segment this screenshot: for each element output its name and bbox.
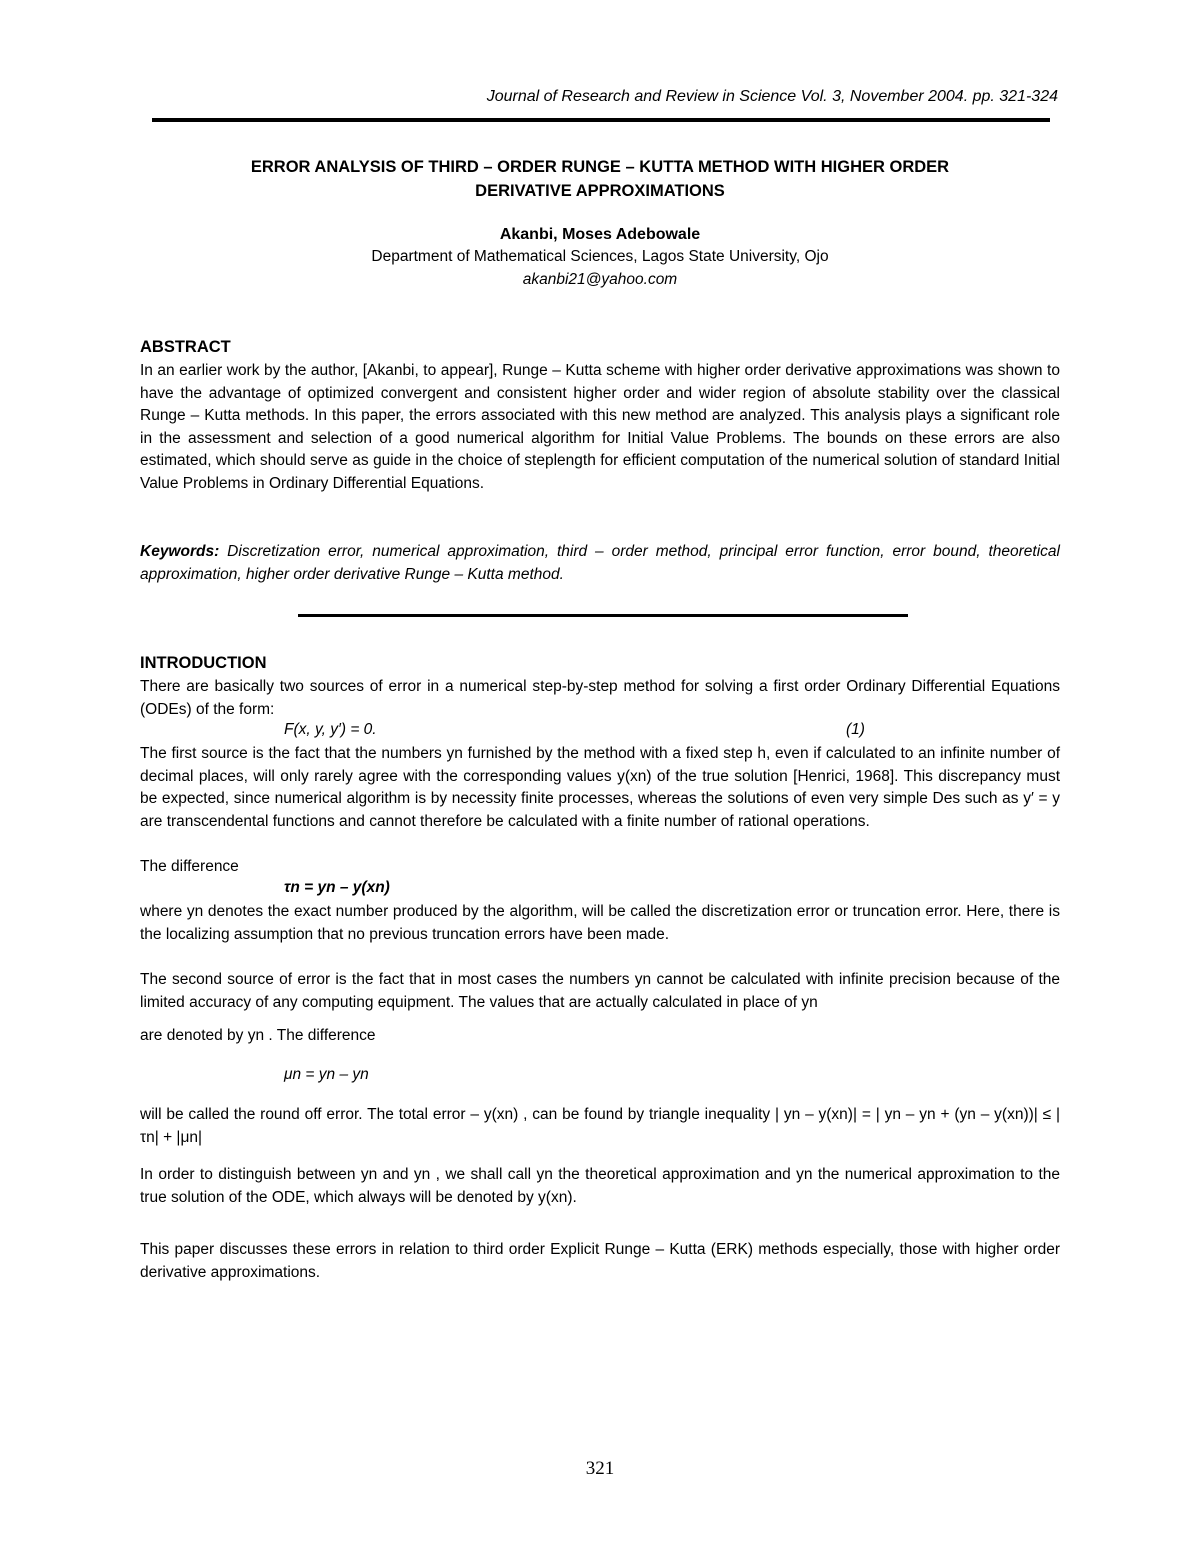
keywords-text: Discretization error, numerical approximation, third – order method, principal error function, error bound, theoretical approximation, higher order derivative Runge – Kutta method.	[140, 543, 1060, 583]
equation-3: μn = yn – yn	[284, 1066, 369, 1083]
intro-paragraph-5: will be called the round off error. The total error – y(xn) , can be found by triangle inequality | yn – y(xn)| = | yn – yn + (yn – y(xn))| ≤ |τn| + |μn|	[140, 1106, 1060, 1146]
author-name: Akanbi, Moses Adebowale	[499, 226, 701, 243]
abstract-text: In an earlier work by the author, [Akanbi, to appear], Runge – Kutta scheme with higher order derivative approximations was shown to have the advantage of optimized convergent and consistent higher order and wider region of absolute stability over the classical Runge – Kutta methods. In this paper, the errors associated with this new method are analyzed. This analysis plays a significant role in the assessment and selection of a good numerical algorithm for Initial Value Problems. The bounds on these errors are also estimated, which should serve as guide in the choice of steplength for efficient computation of the numerical solution of standard Initial Value Problems in Ordinary Differential Equations.	[140, 362, 1060, 492]
section-divider	[298, 614, 908, 617]
title-line-1: ERROR ANALYSIS OF THIRD – ORDER RUNGE – KUTTA METHOD WITH HIGHER ORDER	[250, 158, 950, 176]
journal-header: Journal of Research and Review in Science Vol. 3, November 2004. pp. 321-324	[486, 88, 1058, 105]
equation-2: τn = yn – y(xn)	[284, 879, 390, 896]
intro-paragraph-2b: The difference	[140, 858, 239, 875]
intro-paragraph-2: The first source is the fact that the numbers yn furnished by the method with a fixed step h, even if calculated to an infinite number of decimal places, will only rarely agree with the corresponding values y(xn) of the true solution [Henrici, 1968]. This discrepancy must be expected, since numerical algorithm is by necessity finite processes, whereas the solutions of even very simple Des such as y′ = y are transcendental functions and cannot therefore be calculated with a finite number of rational operations.	[140, 745, 1060, 830]
intro-paragraph-4b: are denoted by yn . The difference	[140, 1027, 376, 1044]
author-affiliation: Department of Mathematical Sciences, Lagos State University, Ojo	[371, 248, 829, 265]
intro-paragraph-1: There are basically two sources of error in a numerical step-by-step method for solving a first order Ordinary Differential Equations (ODEs) of the form:	[140, 678, 1060, 718]
intro-paragraph-6: In order to distinguish between yn and yn , we shall call yn the theoretical approximation and yn the numerical approximation to the true solution of the ODE, which always will be denoted by y(xn).	[140, 1166, 1060, 1206]
intro-paragraph-3: where yn denotes the exact number produced by the algorithm, will be called the discretization error or truncation error. Here, there is the localizing assumption that no previous truncation errors have been made.	[140, 903, 1060, 943]
intro-paragraph-7: This paper discusses these errors in relation to third order Explicit Runge – Kutta (ERK) methods especially, those with higher order derivative approximations.	[140, 1241, 1060, 1281]
author-email: akanbi21@yahoo.com	[522, 271, 678, 288]
intro-paragraph-4: The second source of error is the fact that in most cases the numbers yn cannot be calculated with infinite precision because of the limited accuracy of any computing equipment. The values that are actually calculated in place of yn	[140, 971, 1060, 1011]
keywords-label: Keywords:	[140, 543, 220, 560]
paper-title	[140, 155, 1060, 203]
equation-1: F(x, y, y′) = 0.	[284, 721, 377, 738]
keywords	[140, 541, 1060, 586]
introduction-heading: INTRODUCTION	[140, 654, 267, 672]
abstract-heading: ABSTRACT	[140, 338, 231, 356]
equation-1-number: (1)	[846, 721, 865, 738]
header-rule	[152, 118, 1050, 122]
title-line-2: DERIVATIVE APPROXIMATIONS	[475, 182, 725, 200]
page-number: 321	[585, 1458, 615, 1479]
